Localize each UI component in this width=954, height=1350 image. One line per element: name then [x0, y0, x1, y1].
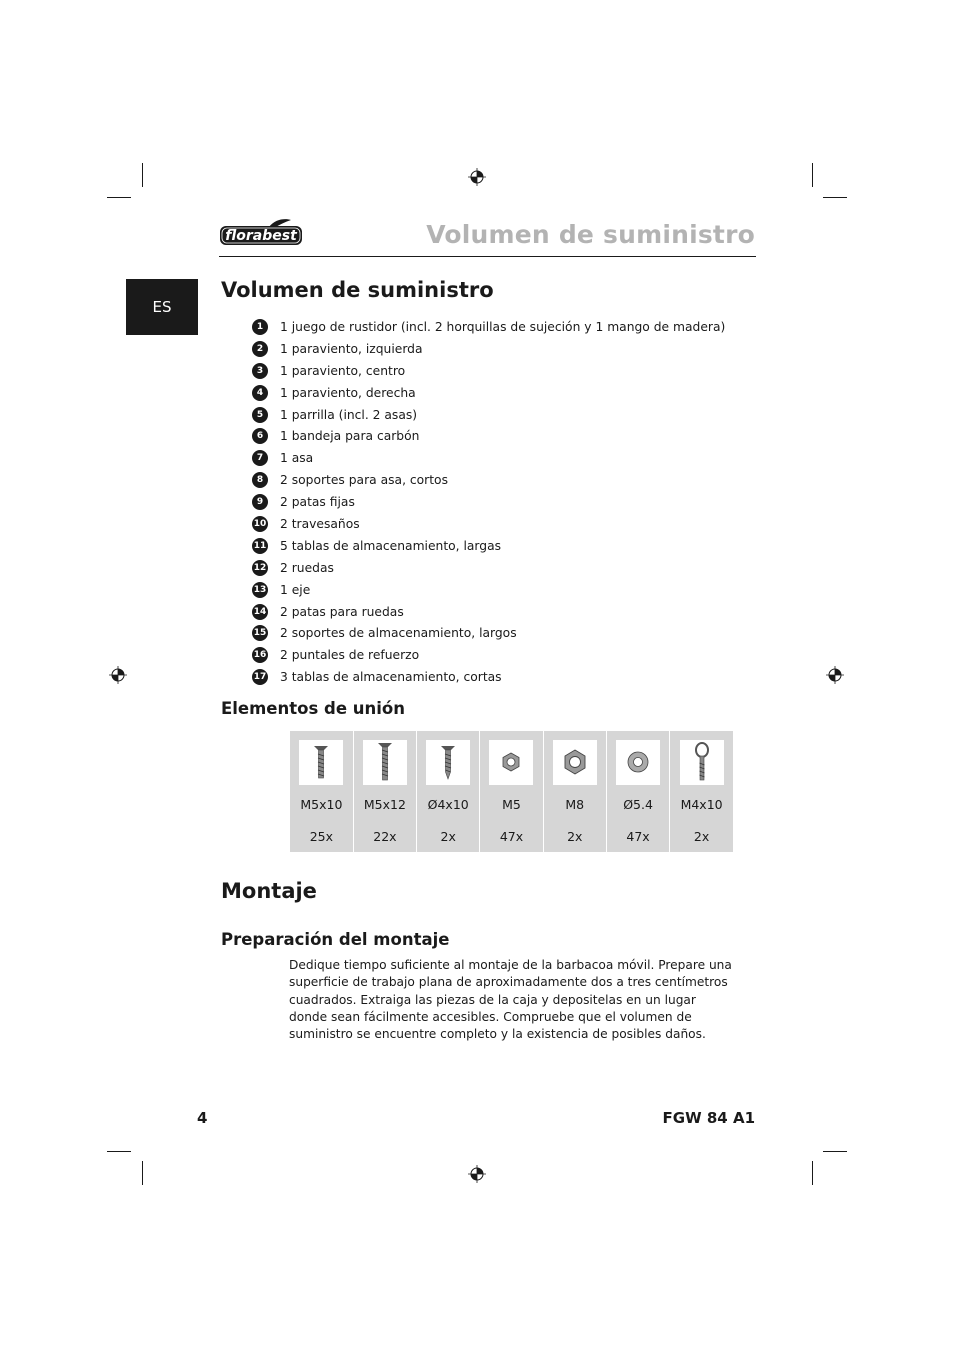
item-number-badge: 7: [252, 450, 268, 466]
item-text: 2 soportes de almacenamiento, largos: [280, 626, 517, 641]
crop-mark: [107, 1151, 131, 1152]
item-text: 2 travesaños: [280, 516, 360, 531]
registration-mark-icon: [109, 666, 127, 684]
crop-mark: [823, 197, 847, 198]
part-quantity: 47x: [480, 821, 543, 852]
item-text: 1 asa: [280, 451, 314, 466]
item-number-badge: 16: [252, 647, 268, 663]
item-text: 2 ruedas: [280, 560, 334, 575]
crop-mark: [107, 197, 131, 198]
item-text: 3 tablas de almacenamiento, cortas: [280, 670, 502, 685]
crop-mark: [823, 1151, 847, 1152]
item-number-badge: 4: [252, 385, 268, 401]
header-divider: [219, 256, 756, 257]
language-tab: ES: [126, 279, 198, 335]
screw-flat-head-icon: [299, 740, 343, 785]
list-item: [252, 469, 725, 491]
item-number-badge: 10: [252, 516, 268, 532]
registration-mark-icon: [468, 168, 486, 186]
list-item: [252, 338, 725, 360]
list-item: [252, 360, 725, 382]
list-item: [252, 535, 725, 557]
part-quantity: 25x: [290, 821, 353, 852]
page-number: 4: [197, 1109, 208, 1127]
item-text: 2 patas para ruedas: [280, 604, 404, 619]
item-number-badge: 17: [252, 669, 268, 685]
subsection-title-preparation: Preparación del montaje: [221, 930, 450, 949]
item-number-badge: 8: [252, 472, 268, 488]
item-number-badge: 1: [252, 319, 268, 335]
screw-long-flat-head-icon: [363, 740, 407, 785]
list-item: [252, 425, 725, 447]
item-number-badge: 6: [252, 428, 268, 444]
eye-bolt-icon: [680, 740, 724, 785]
list-item: [252, 644, 725, 666]
item-text: 1 bandeja para carbón: [280, 429, 420, 444]
item-number-badge: 12: [252, 560, 268, 576]
item-number-badge: 2: [252, 341, 268, 357]
crop-mark: [812, 1161, 813, 1185]
item-number-badge: 5: [252, 407, 268, 423]
item-text: 1 paraviento, izquierda: [280, 341, 423, 356]
part-label: Ø5.4: [606, 793, 669, 821]
part-quantity: 2x: [543, 821, 606, 852]
item-number-badge: 15: [252, 625, 268, 641]
hex-nut-small-icon: [489, 740, 533, 785]
item-text: 2 soportes para asa, cortos: [280, 473, 448, 488]
item-number-badge: 14: [252, 604, 268, 620]
part-label: M5x12: [353, 793, 416, 821]
crop-mark: [812, 163, 813, 187]
list-item: [252, 601, 725, 623]
item-text: 1 paraviento, derecha: [280, 385, 416, 400]
item-number-badge: 11: [252, 538, 268, 554]
crop-mark: [142, 1161, 143, 1185]
washer-icon: [616, 740, 660, 785]
item-text: 2 patas fijas: [280, 495, 355, 510]
part-label: M4x10: [670, 793, 733, 821]
list-item: [252, 382, 725, 404]
part-label: M5x10: [290, 793, 353, 821]
item-text: 1 eje: [280, 582, 311, 597]
preparation-text: Dedique tiempo suficiente al montaje de la barbacoa móvil. Prepare una superficie de trabajo plana de aproximadamente dos a tres centímetros cuadrados. Extraiga las piezas de la caja y depositelas en un lugar donde sean fácilmente accesibles. Compruebe que el volumen de suministro se encuentre completo y la existencia de posibles daños.: [289, 958, 732, 1042]
fasteners-table: [290, 731, 733, 852]
part-quantity: 2x: [670, 821, 733, 852]
part-quantity: 2x: [417, 821, 480, 852]
part-label: M5: [480, 793, 543, 821]
item-text: 1 paraviento, centro: [280, 363, 406, 378]
hex-nut-large-icon: [553, 740, 597, 785]
list-item: [252, 316, 725, 338]
crop-mark: [142, 163, 143, 187]
logo-text: florabest: [225, 228, 297, 244]
list-item: [252, 513, 725, 535]
list-item: [252, 579, 725, 601]
section-title-assembly: Montaje: [221, 879, 317, 903]
list-item: [252, 491, 725, 513]
model-number: FGW 84 A1: [662, 1109, 755, 1127]
item-text: 1 juego de rustidor (incl. 2 horquillas de sujeción y 1 mango de madera): [280, 319, 726, 334]
list-item: [252, 404, 725, 426]
part-label: M8: [543, 793, 606, 821]
supply-list: [252, 316, 725, 688]
registration-mark-icon: [826, 666, 844, 684]
part-quantity: 47x: [606, 821, 669, 852]
item-text: 2 puntales de refuerzo: [280, 648, 420, 663]
item-number-badge: 9: [252, 494, 268, 510]
list-item: [252, 447, 725, 469]
part-quantity: 22x: [353, 821, 416, 852]
list-item: [252, 622, 725, 644]
section-title-supply: Volumen de suministro: [221, 278, 494, 302]
list-item: [252, 557, 725, 579]
item-number-badge: 3: [252, 363, 268, 379]
florabest-logo: [219, 218, 303, 246]
header-title: Volumen de suministro: [426, 220, 755, 249]
registration-mark-icon: [468, 1165, 486, 1183]
item-number-badge: 13: [252, 582, 268, 598]
part-label: Ø4x10: [417, 793, 480, 821]
item-text: 5 tablas de almacenamiento, largas: [280, 538, 502, 553]
list-item: [252, 666, 725, 688]
item-text: 1 parrilla (incl. 2 asas): [280, 407, 418, 422]
section-title-fasteners: Elementos de unión: [221, 699, 406, 718]
wood-screw-icon: [426, 740, 470, 785]
